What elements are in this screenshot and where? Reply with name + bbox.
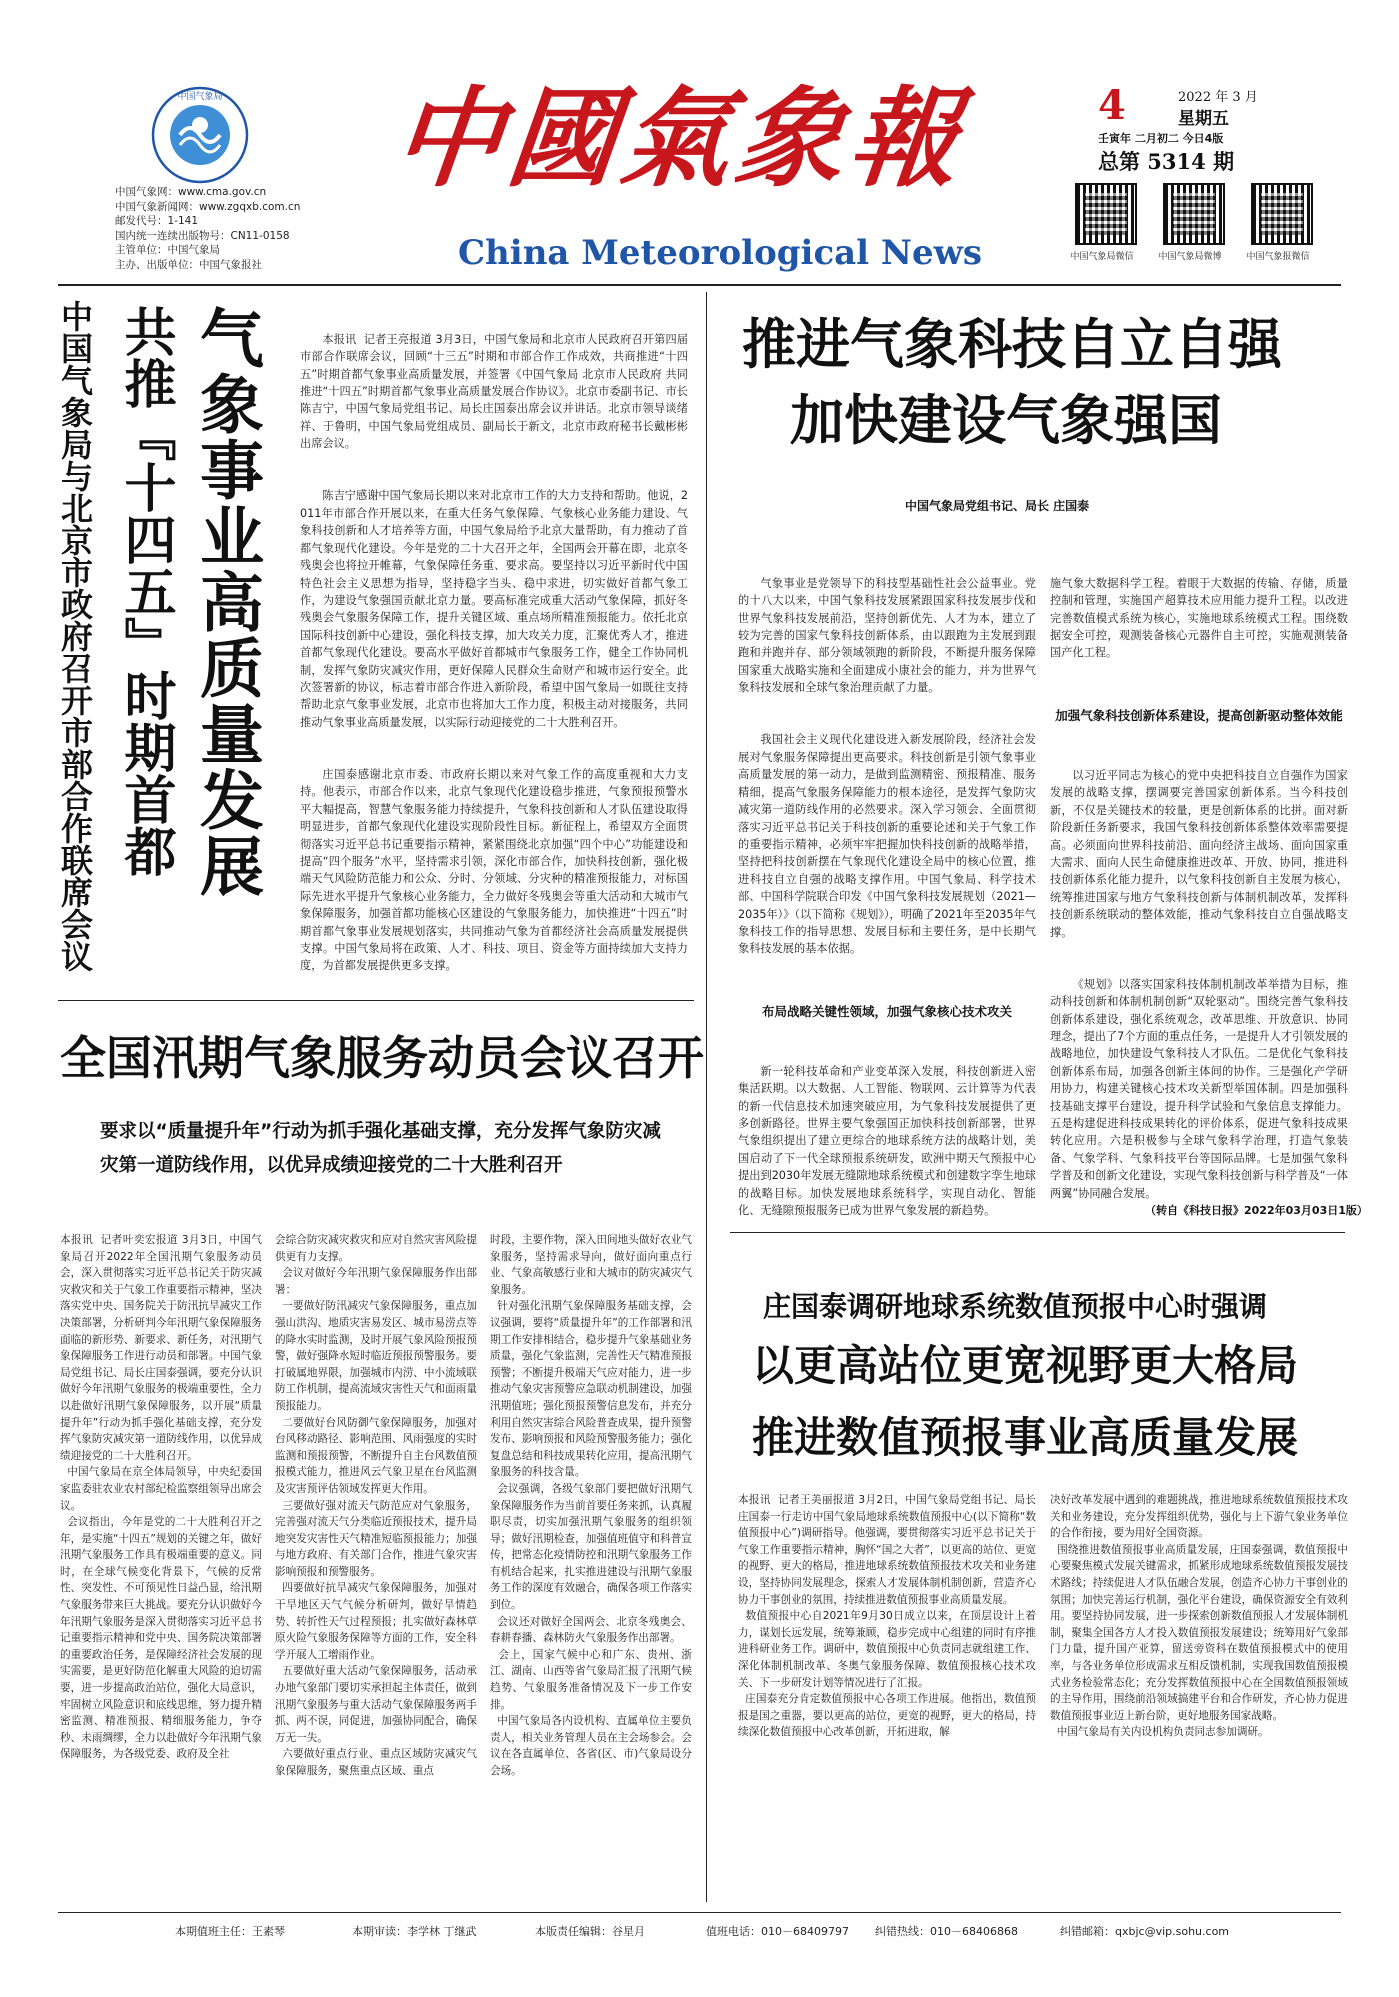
footer-divider <box>58 1912 1341 1913</box>
qr-item[interactable] <box>1246 183 1313 262</box>
article2-col2 <box>1050 540 1348 1200</box>
qr-label: 中国气象报微信 <box>1246 252 1310 262</box>
article2-col1 <box>738 540 1036 1220</box>
qr-code-icon <box>1075 183 1137 245</box>
article2-paragraph: 以习近平同志为核心的党中央把科技自立自强作为国家发展的战略支撑，摆调要完善国家创新体系。当今科技创新，不仅是关键技术的较量，更是创新体系的比拼。面对新阶段新任务新要求，我国气象科技创新体系整体效率需要提高。必须面向世界科技前沿、面向经济主战场、面向国家重大需求、面向人民生命健康推进改革、开放、协同，推进科技创新体系化能力提升，以气象科技创新自主发展为核心，统筹推进国家与地方气象科技创新与体制机制改革，发挥科技创新系统联动的整体效能，推动气象科技自立自强战略支撑。 <box>1050 768 1348 939</box>
date-year-month: 2022 年 3 月 <box>1178 90 1258 105</box>
masthead-info <box>115 185 300 272</box>
info-news-site: 中国气象新闻网：www.zgqxb.com.cn <box>115 200 301 213</box>
qr-code-icon <box>1163 183 1225 245</box>
article4-col2: 决好改革发展中遇到的难题挑战，推进地球系统数值预报技术攻关和业务建设，充分发挥组织优势，强化与上下游气象业务单位的合作衔接，要为用好全国资源。 围绕推进数值预报事业高质量发展，庄国泰强调，数值预报中心要聚焦模式发展关键需求，抓紧形成地球系统数值预报发展技术路线；持续促进人才队伍融合发展，创造齐心协力干事创业的氛围；加快完善运行机制，强化平台建设，确保资源安全有效利用。要坚持协同发展，进一步探索创新数值预报人才发展体制机制，聚集全国各方人才投入数值预报发展建设；统筹用好气象部门力量，提升国产亚算，留送旁资科在数值预报模式中的使用率，与各业务单位形成需求互相反馈机制，实现我国数值预报模式业务检验常态化；充分发挥数值预报中心在全国数值预报领域的主导作用，围绕前沿领域搞建平台和合作研发，齐心协力促进数值预报事业迈上新台阶，更好地服务国家战略。 中国气象局有关内设机构负责同志参加调研。 <box>1050 1494 1348 1739</box>
info-supervisor: 主管单位：中国气象局 <box>115 244 220 256</box>
footer-reviewer: 本期审读：李学林 丁继武 <box>352 1925 477 1938</box>
article2-paragraph: 新一轮科技革命和产业变革深入发展，科技创新进入密集活跃期。以大数据、人工智能、物联网、云计算等为代表的新一代信息技术加速突破应用，为气象科技发展提供了更多创新路径。世界主要气象强国正加快科技创新部署，世界气象组织提出了建立更综合的地球系统方法的战略计划，美国启动了下一代全球预报系统研发，欧洲中期天气预报中心提出到2030年发展无缝隙地球系统模式和创建数字孪生地球的战略目标。加快发展地球系统科学，实现自动化、智能化、无缝隙预报服务已成为世界气象发展的新趋势。 <box>738 1064 1036 1218</box>
article1-subtitle: 中国气象局与北京市政府召开市部合作联席会议 <box>56 300 94 972</box>
info-postal-code: 邮发代号：1-141 <box>115 215 199 227</box>
article1-title-main: 气象事业高质量发展 <box>189 305 263 899</box>
article3-col3: 时段，主要作物，深入田间地头做好农业气象服务，坚持需求导向，做好面向重点行业、气象高敏感行业和大城市的防灾减灾气象服务。 针对强化汛期气象保障服务基础支撑，会议强调，要将“质量提升年”的工作部署和汛期工作安排相结合，稳步提升气象基础业务质量，强化气象监测，完善性天气精准预报预警；不断提升极端天气应对能力，进一步推动气象灾害预警应急联动机制建设，加强汛期值班；强化预报预警信息发布，并充分利用自然灾害综合风险普查成果，提升预警发布、影响预报和风险预警服务能力；强化复盘总结和科技成果转化应用，提高汛期气象服务的科技含量。 会议强调，各级气象部门要把做好汛期气象保障服务作为当前首要任务来抓，认真履职尽责，切实加强汛期气象服务的组织领导；做好汛期检查，加强值班值守和科普宣传，把常态化疫情防控和汛期气象服务工作有机结合起来，扎实推进建设与汛期气象服务工作的深度有效融合，确保各项工作落实到位。 会议还对做好全国两会、北京冬残奥会、春耕春播、森林防火气象服务作出部署。 会上，国家气候中心和广东、贵州、浙江、湖南、山西等省气象局汇报了汛期气候趋势、气象服务准备情况及下一步工作安排。 中国气象局各内设机构、直属单位主要负责人，相关业务管理人员在主会场参会。会议在各直属单位、各省(区、市)气象局设分会场。 <box>490 1234 692 1777</box>
date-weekday: 星期五 <box>1178 109 1229 129</box>
article2-subhead: 加强气象科技创新体系建设，提高创新驱动整体效能 <box>1055 707 1343 723</box>
info-cn-number: 国内统一连续出版物号：CN11-0158 <box>115 229 290 242</box>
article2-author: 中国气象局党组书记、局长 庄国泰 <box>905 499 1090 513</box>
qr-label: 中国气象局微信 <box>1070 252 1134 262</box>
issue-number: 总第 5314 期 <box>1098 149 1235 174</box>
qr-code-icon <box>1251 183 1313 245</box>
footer-phone: 值班电话：010－68409797 <box>706 1925 849 1938</box>
footer-page-editor: 本版责任编辑：谷星月 <box>535 1925 645 1938</box>
article3-headline: 全国汛期气象服务动员会议召开 <box>60 1031 704 1085</box>
cma-logo <box>150 85 250 185</box>
date-lunar: 壬寅年 二月初二 今日4版 <box>1098 132 1224 145</box>
svg-text:中国气象局: 中国气象局 <box>177 92 223 102</box>
article1-body <box>300 296 688 986</box>
article1-title-second: 共推『十四五』时期首都 <box>115 305 175 877</box>
article2-paragraph: 《规划》以落实国家科技体制机制改革举措为目标，推动科技创新和体制机制创新“双轮驱动”。围绕完善气象科技创新体系建设，强化系统观念，改革思维、开放意识、协同理念，提出了7个方面的重点任务，一是提升人才引领发展的战略地位，加快建设气象科技人才队伍。二是优化气象科技创新体系布局，加强各创新主体间的协作。三是强化产学研用协力，构建关键核心技术攻关新型举国体制。四是加强科技基础支撑平台建设，提升科学试验和气象信息支撑能力。五是构建促进科技成果转化的评价体系，促进气象科技成果转化应用。六是积极参与全球气象科学治理，打造气象装备、气象学科、气象科技平台等国际品牌。七是加强气象科学普及和创新文化建设，实现气象科技创新与科学普及“一体两翼”协同融合发展。 <box>1050 977 1348 1200</box>
article4-kicker: 庄国泰调研地球系统数值预报中心时强调 <box>763 1290 1268 1323</box>
newspaper-title-en: China Meteorological News <box>458 233 983 273</box>
qr-label: 中国气象局微博 <box>1158 252 1222 262</box>
qr-item[interactable] <box>1070 183 1137 262</box>
footer-hotline: 纠错热线：010－68406868 <box>875 1925 1018 1938</box>
date-day: 4 <box>1098 82 1126 129</box>
article1-paragraph: 陈吉宁感谢中国气象局长期以来对北京市工作的大力支持和帮助。他说，2011年市部合作开展以来，在重大任务气象保障、气象核心业务能力建设、气象科技创新和人才培养等方面，中国气象局给予北京大量帮助，有力推动了首都气象现代化建设。今年是党的二十大召开之年，全国两会开幕在即，北京冬残奥会也将拉开帷幕，气象保障任务重、要求高。要坚持以习近平新时代中国特色社会主义思想为指导，坚持稳字当头、稳中求进，切实做好首都气象工作，为建设气象强国贡献北京力量。要高标准完成重大活动气象保障，抓好冬残奥会气象服务保障工作，提升关键区域、重点场所精准预报能力。依托北京国际科技创新中心建设，强化科技支撑，加大攻关力度，汇聚优秀人才，推进首都气象现代化建设。要高水平做好首都城市气象服务工作，健全工作协同机制，发挥气象防灾减灾作用，更好保障人民群众生命财产和城市运行安全。此次签署新的协议，标志着市部合作进入新阶段，希望中国气象局一如既往支持帮助北京气象事业发展，北京市也将加大工作力度，积极主动对接服务，共同推动气象事业高质量发展，以实际行动迎接党的二十大胜利召开。 <box>300 489 688 729</box>
article4-col1: 本报讯 记者王美丽报道 3月2日，中国气象局党组书记、局长庄国泰一行走访中国气象局地球系统数值预报中心(以下简称“数值预报中心”)调研指导。他强调，要贯彻落实习近平总书记关于气象工作重要指示精神，胸怀“国之大者”，以更高的站位、更宽的视野、更大的格局，推进地球系统数值预报技术攻关和业务建设，坚持协同发展理念，探索人才发展体制机制创新，营造齐心协力干事创业的氛围，持续推进数值预报事业高质量发展。 数值预报中心自2021年9月30日成立以来，在顶层设计上着力，谋划长远发展，统筹兼顾，稳步完成中心组建的同时有序推进科研业务工作。调研中，数值预报中心负责同志就组建工作、深化体制机制改革、冬奥气象服务保障、数值预报核心技术攻关、下一步研发计划等情况进行了汇报。 庄国泰充分肯定数值预报中心各项工作进展。他指出，数值预报是国之重器，要以更高的站位，更宽的视野，更大的格局，持续深化数值预报中心改革创新，开拓进取，解 <box>738 1494 1036 1739</box>
article3-col2: 会综合防灾减灾救灾和应对自然灾害风险提供更有力支撑。 会议对做好今年汛期气象保障服务作出部署： 一要做好防汛减灾气象保障服务，重点加强山洪沟、地质灾害易发区、城市易涝点等的降水实时监测，及时开展气象风险预报预警，做好强降水短时临近预报预警服务。要打破属地界限，加强城市内涝、中小流域联防工作机制，提高流域灾害性天气和面雨量预报能力。 二要做好台风防御气象保障服务，加强对台风移动路径、影响范围、风雨强度的实时监测和预报预警，不断提升自主台风数值预报模式能力，推进风云气象卫星在台风监测及灾害预评估领域发挥更大作用。 三要做好强对流天气防范应对气象服务，完善强对流天气分类临近预报技术，提升局地突发灾害性天气精准短临预报能力；加强与地方政府、有关部门合作，推进气象灾害影响预报和预警服务。 四要做好抗旱减灾气象保障服务，加强对干旱地区天气气候分析研判，做好旱情趋势、转折性天气过程预报；扎实做好森林草原火险气象服务保障等方面的工作，安全科学开展人工增雨作业。 五要做好重大活动气象保障服务，活动承办地气象部门要切实承担起主体责任，做到汛期气象服务与重大活动气象保障服务两手抓、两不误，同促进，加强协同配合，确保万无一失。 六要做好重点行业、重点区域防灾减灾气象保障服务，聚焦重点区域、重点 <box>275 1234 477 1777</box>
newspaper-title-cn: 中國氣象報 <box>387 76 971 202</box>
info-website: 中国气象网：www.cma.gov.cn <box>115 186 267 198</box>
article1-paragraph: 庄国泰感谢北京市委、市政府长期以来对气象工作的高度重视和大力支持。他表示，市部合作以来，北京气象现代化建设稳步推进，气象预报预警水平大幅提高，智慧气象服务能力持续提升，气象科技创新和人才队伍建设取得明显进步，首都气象现代化建设实现阶段性目标。新征程上，希望双方全面贯彻落实习近平总书记重要指示精神，紧紧围绕北京加强“四个中心”功能建设和提高“四个服务”水平，坚持需求引领，深化市部合作，加快科技创新，强化极端天气风险防范能力和公众、分时、分领域、分灾种的精准预报能力，对标国际先进水平提升气象核心业务能力，全力做好冬残奥会等重大活动和大城市气象保障服务，加强首都功能核心区建设的气象服务能力，加快推进“十四五”时期首都气象事业发展规划落实，共同推动气象为首都经济社会高质量发展提供支撑。中国气象局将在政策、人才、科技、项目、资金等方面持续加大支持力度，为首都发展提供更多支撑。 <box>300 767 688 973</box>
masthead-divider <box>58 284 1341 286</box>
article3-col1: 本报讯 记者叶奕宏报道 3月3日，中国气象局召开2022年全国汛期气象服务动员会，深入贯彻落实习近平总书记关于防灾减灾救灾和关于气象工作重要指示精神，坚决落实党中央、国务院关于防汛抗旱减灾工作决策部署，分析研判今年汛期气象保障服务面临的新形势、新要求、新任务，对汛期气象保障服务工作进行动员和部署。中国气象局党组书记、局长庄国泰强调，要充分认识做好今年汛期气象服务的极端重要性，全力以赴做好汛期气象保障服务，以开展“质量提升年”行动为抓手强化基础支撑，充分发挥气象防灾减灾第一道防线作用，以优异成绩迎接党的二十大胜利召开。 中国气象局在京全体局领导，中央纪委国家监委驻农业农村部纪检监察组领导出席会议。 会议指出，今年是党的二十大胜利召开之年，是实施“十四五”规划的关键之年，做好汛期气象服务工作具有极端重要的意义。同时，在全球气候变化背景下，气候的反常性、突发性、不可预见性日益凸显，给汛期气象服务带来巨大挑战。要充分认识做好今年汛期气象服务是深入贯彻落实习近平总书记重要指示精神和党中央、国务院决策部署的重要政治任务，是保障经济社会发展的现实需要，是更好防范化解重大风险的迫切需要，进一步提高政治站位，强化大局意识，牢固树立风险意识和底线思维，努力提升精密监测、精准预报、精细服务能力，争夺秒、未雨绸缪，全力以赴做好今年汛期气象保障服务，为各级党委、政府及全社 <box>60 1234 262 1761</box>
qr-item[interactable] <box>1158 183 1225 262</box>
article2-title-line1: 推进气象科技自立自强 <box>742 313 1282 376</box>
article2-paragraph: 施气象大数据科学工程。着眼于大数据的传输、存储，质量控制和管理，实施国产超算技术应用能力提升工程。以改进完善数值模式系统为核心，实施地球系统模式工程。围绕数据安全可控，观测装备核心元器件自主可控，实施观测装备国产化工程。 <box>1050 576 1348 660</box>
vertical-divider <box>706 292 707 1902</box>
article2-title-line2: 加快建设气象强国 <box>790 389 1222 452</box>
article3-subhead: 要求以“质量提升年”行动为抓手强化基础支撑，充分发挥气象防灾减灾第一道防线作用，以优异成绩迎接党的二十大胜利召开 <box>100 1121 661 1176</box>
article4-title-line1: 以更高站位更宽视野更大格局 <box>752 1341 1299 1390</box>
footer-email: 纠错邮箱：qxbjc@vip.sohu.com <box>1060 1925 1230 1938</box>
article2-paragraph: 气象事业是党领导下的科技型基础性社会公益事业。党的十八大以来，中国气象科技发展紧跟国家科技发展步伐和世界气象科技发展前沿，坚持创新优先、人才为本，建立了较为完善的国家气象科技创新体系，由以跟跑为主发展到跟跑和并跑并存、部分领域领跑的新阶段，不断提升服务保障国家重大战略实施和全面建成小康社会的能力，并为世界气象科技发展和全球气象治理贡献了力量。 <box>738 576 1036 695</box>
article2-subhead: 布局战略关键性领域，加强气象核心技术攻关 <box>761 1003 1012 1019</box>
article4-title-line2: 推进数值预报事业高质量发展 <box>752 1413 1299 1462</box>
article2-paragraph: 我国社会主义现代化建设进入新发展阶段，经济社会发展对气象服务保障提出更高要求。科技创新是引领气象事业高质量发展的第一动力，是做到监测精密、预报精准、服务精细，提高气象服务保障能力的根本途径，是发挥气象防灾减灾第一道防线作用的必然要求。深入学习领会、全面贯彻落实习近平总书记关于科技创新的重要论述和关于气象工作的重要指示精神，必须牢牢把握加快科技创新的战略举措，坚持把科技创新摆在气象现代化建设全局中的核心位置，推进科技自立自强的战略支撑作用。中国气象局、科学技术部、中国科学院联合印发《中国气象科技发展规划（2021—2035年）》（以下简称《规划》），明确了2021年至2035年气象科技工作的指导思想、发展目标和主要任务，是中长期气象科技发展的基本依据。 <box>738 733 1036 956</box>
article1-paragraph: 本报讯 记者王亮报道 3月3日，中国气象局和北京市人民政府召开第四届市部合作联席会议，回顾“十三五”时期和市部合作工作成效，共商推进“十四五”时期首都气象事业高质量发展，并签署《中国气象局 北京市人民政府 共同推进“十四五”时期首都气象事业高质量发展合作协议》。北京市委副书记、市长陈吉宁，中国气象局党组书记、局长庄国泰出席会议并讲话。北京市领导谈绪祥、于鲁明，中国气象局党组成员、副局长于新文，北京市政府秘书长戴彬彬出席会议。 <box>300 332 688 451</box>
footer-duty-editor: 本期值班主任：王素琴 <box>175 1925 285 1938</box>
article2-source: （转自《科技日报》2022年03月03日1版） <box>1145 1204 1368 1217</box>
horizontal-divider <box>58 1000 694 1001</box>
info-publisher: 主办、出版单位：中国气象报社 <box>115 258 262 271</box>
horizontal-divider <box>730 1232 1345 1233</box>
